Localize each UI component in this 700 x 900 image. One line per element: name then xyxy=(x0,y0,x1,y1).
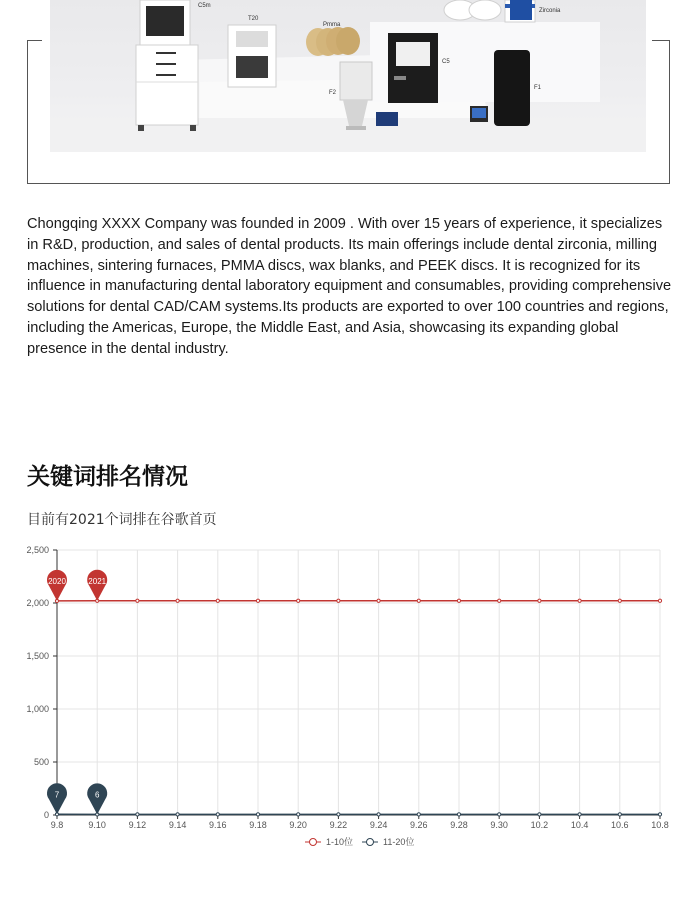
y-tick-label: 0 xyxy=(43,810,49,820)
series-point-1 xyxy=(498,599,501,602)
label-c5m: C5m xyxy=(198,3,211,9)
section-subtitle: 目前有2021个词排在谷歌首页 xyxy=(27,512,217,528)
y-tick-label: 1,500 xyxy=(26,651,49,661)
series-point-1 xyxy=(457,599,460,602)
product-lineup-illustration xyxy=(50,0,646,152)
x-tick-label: 9.14 xyxy=(168,820,187,830)
pin-label: 6 xyxy=(94,790,100,800)
label-zirconia: Zirconia xyxy=(539,8,561,14)
series-point-2 xyxy=(457,813,460,816)
series-point-1 xyxy=(377,599,380,602)
series-point-1 xyxy=(618,599,621,602)
label-c5: C5 xyxy=(442,59,450,65)
x-tick-label: 9.20 xyxy=(289,820,307,830)
y-tick-label: 2,500 xyxy=(26,545,49,555)
series-point-1 xyxy=(337,599,340,602)
legend-marker-1 xyxy=(310,839,317,846)
series-point-1 xyxy=(658,599,661,602)
label-f1: F1 xyxy=(534,85,542,91)
x-tick-label: 10.8 xyxy=(651,820,669,830)
keyword-ranking-chart xyxy=(0,535,700,855)
label-f2: F2 xyxy=(329,90,337,96)
t20-machine xyxy=(228,25,276,87)
series-point-2 xyxy=(136,813,139,816)
series-point-2 xyxy=(658,813,661,816)
x-tick-label: 10.6 xyxy=(611,820,629,830)
series-point-2 xyxy=(618,813,621,816)
frame-tick-left xyxy=(27,40,42,41)
series-point-2 xyxy=(337,813,340,816)
y-tick-label: 1,000 xyxy=(26,704,49,714)
frame-gap-left xyxy=(26,0,50,40)
zirconia-products xyxy=(444,0,535,22)
x-tick-label: 10.4 xyxy=(570,820,589,830)
x-tick-label: 9.18 xyxy=(249,820,267,830)
c5m-machine xyxy=(136,0,198,131)
series-point-2 xyxy=(216,813,219,816)
series-point-1 xyxy=(538,599,541,602)
series-point-1 xyxy=(256,599,259,602)
x-tick-label: 9.22 xyxy=(329,820,348,830)
company-intro-paragraph: Chongqing XXXX Company was founded in 2009 . With over 15 years of experience, it specializes in R&D, production, and sales of dental products. Its main offerings include dental zirconia, milling machines, sintering furnaces, PMMA discs, wax blanks, and PEEK discs. It is recognized for its influence in manufacturing dental laboratory equipment and consumables, providing comprehensive solutions for dental CAD/CAM systems.Its products are exported to over 100 countries and regions, including the Americas, Europe, the Middle East, and Asia, showcasing its expanding global presence in the dental industry. xyxy=(27,216,672,357)
x-tick-label: 9.26 xyxy=(410,820,428,830)
pmma-discs xyxy=(306,27,360,56)
series-point-1 xyxy=(136,599,139,602)
series-point-1 xyxy=(417,599,420,602)
legend-label: 11-20位 xyxy=(383,837,415,847)
label-t20: T20 xyxy=(248,16,259,22)
series-point-2 xyxy=(256,813,259,816)
series-point-2 xyxy=(578,813,581,816)
x-tick-label: 9.16 xyxy=(209,820,227,830)
pin-label: 2020 xyxy=(48,576,66,586)
series-point-2 xyxy=(498,813,501,816)
product-lineup-image xyxy=(50,0,646,152)
y-tick-label: 2,000 xyxy=(26,598,49,608)
section-title: 关键词排名情况 xyxy=(27,464,188,490)
series-point-2 xyxy=(297,813,300,816)
series-point-2 xyxy=(417,813,420,816)
x-tick-label: 9.24 xyxy=(369,820,388,830)
legend-marker-2 xyxy=(367,839,374,846)
x-tick-label: 9.12 xyxy=(128,820,147,830)
series-point-1 xyxy=(176,599,179,602)
y-tick-label: 500 xyxy=(33,757,49,767)
pin-label: 7 xyxy=(54,790,60,800)
label-pmma: Pmma xyxy=(323,22,341,28)
x-tick-label: 10.2 xyxy=(530,820,549,830)
series-point-1 xyxy=(578,599,581,602)
series-point-1 xyxy=(297,599,300,602)
frame-gap-right xyxy=(647,0,671,40)
series-point-2 xyxy=(538,813,541,816)
frame-tick-right xyxy=(652,40,670,41)
x-tick-label: 9.8 xyxy=(50,820,64,830)
line-chart-svg xyxy=(0,535,700,855)
x-tick-label: 9.30 xyxy=(490,820,508,830)
legend-label: 1-10位 xyxy=(326,837,354,847)
series-point-1 xyxy=(216,599,219,602)
x-tick-label: 9.10 xyxy=(88,820,106,830)
x-tick-label: 9.28 xyxy=(450,820,468,830)
pin-label: 2021 xyxy=(88,576,107,586)
series-point-2 xyxy=(377,813,380,816)
series-point-2 xyxy=(176,813,179,816)
c5-machine xyxy=(388,33,438,103)
